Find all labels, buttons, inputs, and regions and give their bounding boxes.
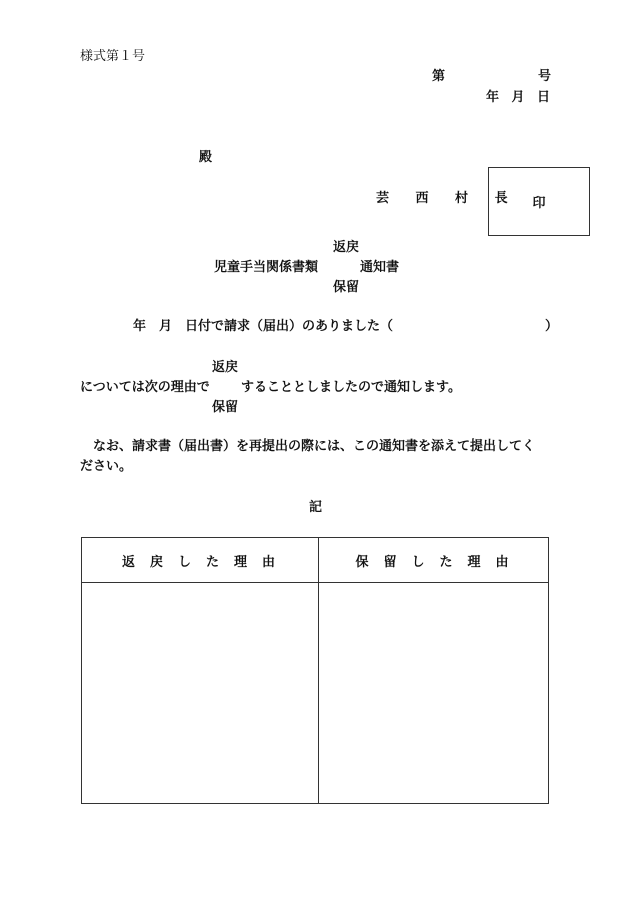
reason-line-start: については次の理由で: [80, 380, 210, 395]
record-heading: 記: [309, 500, 323, 515]
body-option-return: 返戻: [212, 360, 239, 375]
sender-name: 芸 西 村 長: [376, 191, 519, 206]
issue-date: 年 月 日: [486, 90, 551, 105]
document-subject: 児童手当関係書類: [214, 260, 319, 275]
header-hold-reason: 保留した理由: [355, 554, 524, 570]
form-number: 様式第１号: [80, 49, 146, 64]
body-option-hold: 保留: [212, 400, 239, 415]
cell-return-reason[interactable]: [82, 583, 318, 803]
addressee-honorific: 殿: [199, 150, 213, 165]
title-option-return: 返戻: [333, 240, 360, 255]
title-option-hold: 保留: [333, 280, 360, 295]
doc-number-suffix: 号: [538, 69, 552, 84]
seal-box: [488, 167, 590, 236]
request-paren-close: ）: [545, 319, 559, 334]
seal-label: 印: [532, 196, 546, 211]
note-line-2: ださい。: [80, 459, 133, 474]
note-line-1: なお、請求書（届出書）を再提出の際には、この通知書を添えて提出してく: [80, 439, 536, 454]
reason-line-end: することとしましたので通知します。: [241, 380, 461, 395]
header-return-reason: 返戻した理由: [121, 554, 290, 570]
request-date-line: 年 月 日付で請求（届出）のありました（: [133, 319, 394, 334]
cell-hold-reason[interactable]: [319, 583, 548, 803]
reason-table: [81, 537, 549, 804]
doc-number-prefix: 第: [432, 69, 446, 84]
document-subject-end: 通知書: [360, 260, 400, 275]
